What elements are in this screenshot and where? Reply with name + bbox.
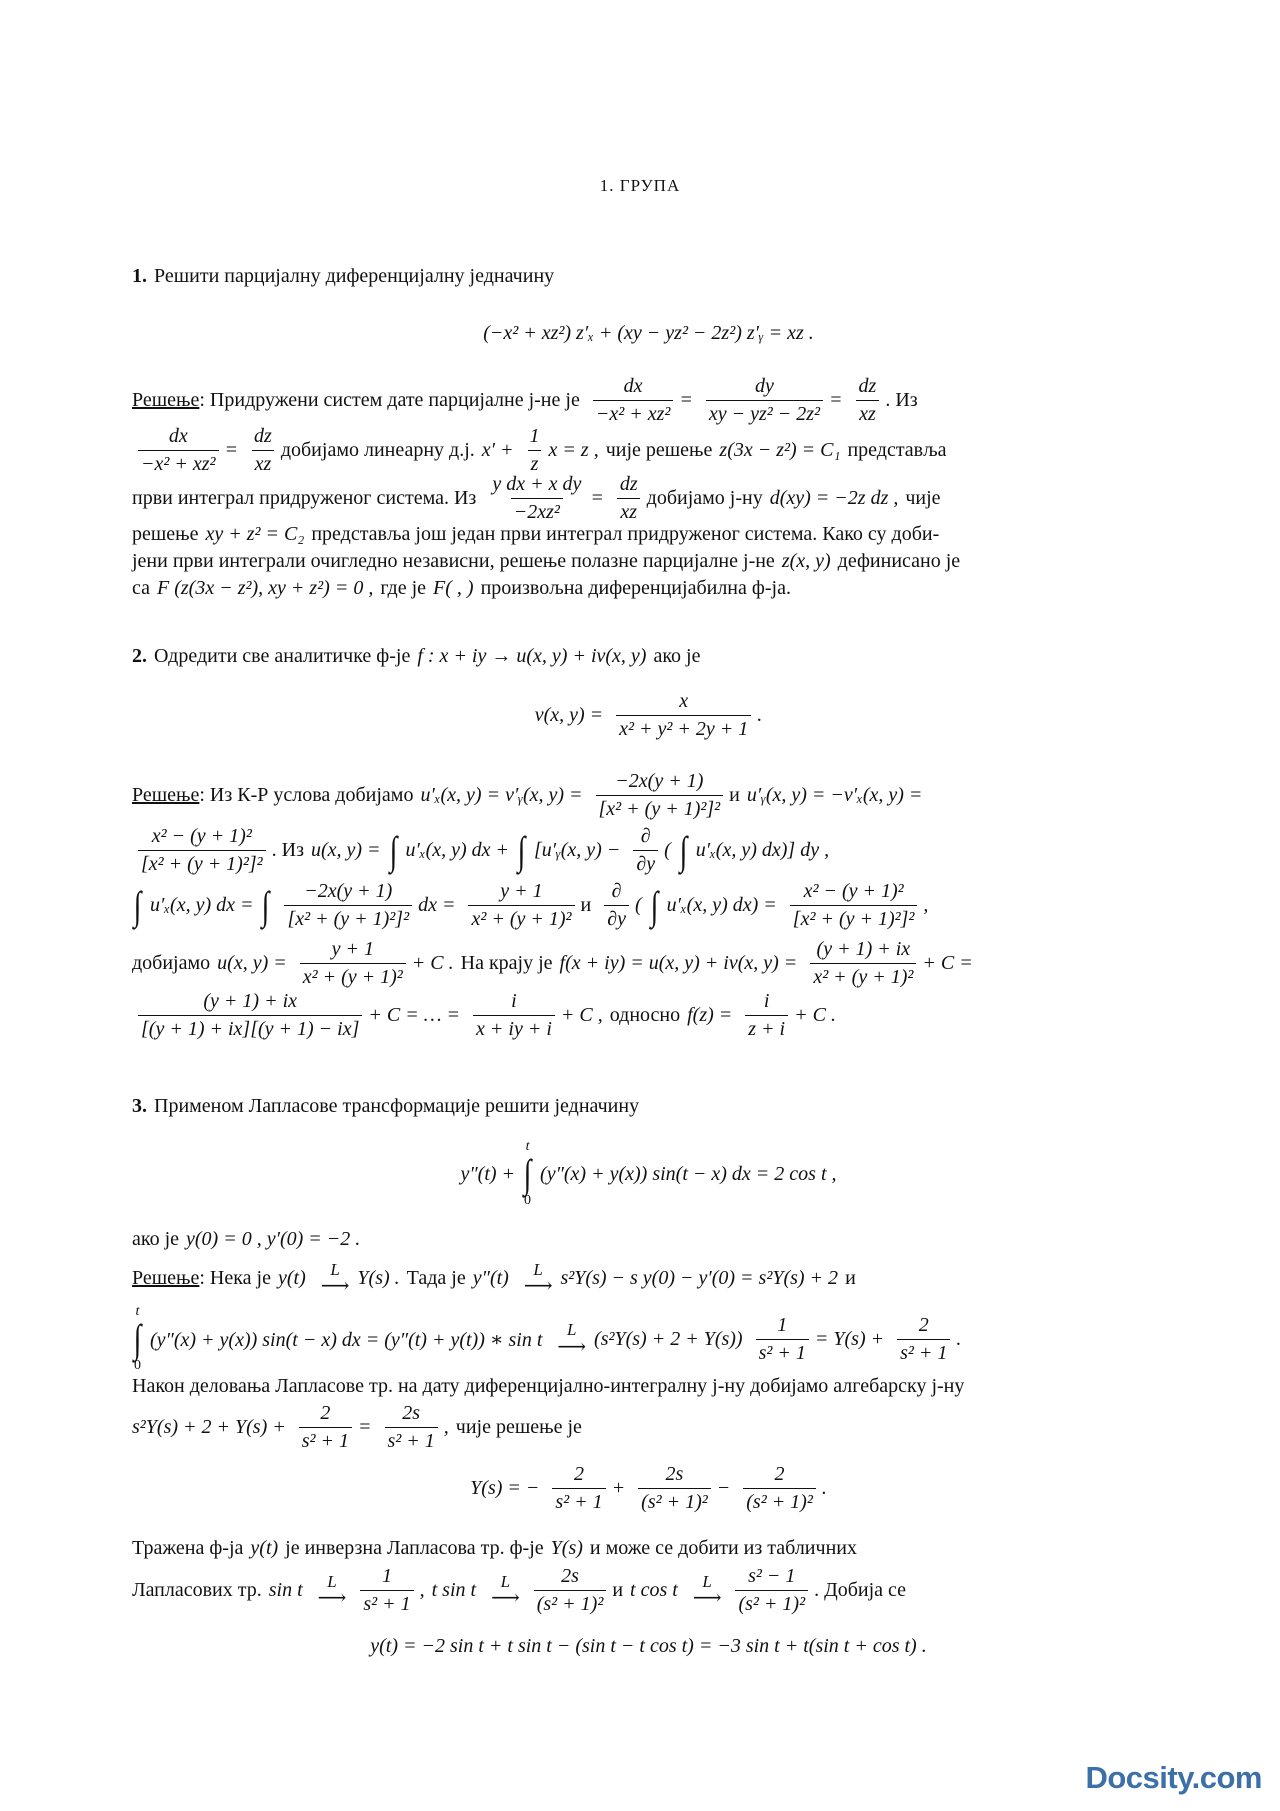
right-arrow-icon: ⟶ xyxy=(491,1587,520,1610)
fraction xyxy=(810,938,916,989)
denominator: x² + (y + 1)² xyxy=(468,905,574,931)
laplace-arrow xyxy=(320,1260,350,1298)
text-line xyxy=(132,577,1172,600)
text: односно xyxy=(609,1004,681,1026)
math-expression: . xyxy=(757,704,763,726)
numerator: dx xyxy=(623,375,643,397)
text: чије решење је xyxy=(455,1416,582,1438)
right-arrow-icon: ⟶ xyxy=(523,1275,553,1298)
solution-label: Решење xyxy=(132,389,200,411)
fraction xyxy=(360,1565,413,1616)
math-expression: sin t xyxy=(268,1579,303,1601)
text-line xyxy=(132,770,1172,821)
math-expression: F (z(3x − z²), xy + z²) = 0 , xyxy=(157,577,374,599)
solution-label: Решење xyxy=(132,784,200,806)
text-line xyxy=(132,938,1172,989)
numerator: 2s xyxy=(561,1565,579,1587)
laplace-label: L xyxy=(327,1571,337,1591)
numerator: −2x(y + 1) xyxy=(615,770,704,792)
math-expression: , xyxy=(443,1416,449,1438)
text-line xyxy=(132,1565,1172,1616)
math-expression: ( xyxy=(634,894,642,916)
fraction xyxy=(284,880,412,931)
denominator: (s² + 1)² xyxy=(534,1590,607,1616)
text-line xyxy=(132,825,1172,876)
denominator: [(y + 1) + ix][(y + 1) − ix] xyxy=(138,1015,362,1041)
denominator: xz xyxy=(856,400,879,426)
fraction xyxy=(534,1565,607,1616)
text-line xyxy=(132,990,1172,1041)
integral-sign: ∫ xyxy=(650,882,658,928)
denominator: [x² + (y + 1)²]² xyxy=(138,850,266,876)
denominator: x² + y² + 2y + 1 xyxy=(616,715,751,741)
numerator: 2 xyxy=(574,1463,585,1485)
math-expression: s²Y(s) + 2 + Y(s) + xyxy=(132,1416,286,1438)
text: и xyxy=(845,1267,856,1290)
numerator: i xyxy=(511,990,517,1012)
math-expression: F( , ) xyxy=(433,577,474,599)
right-arrow-icon: ⟶ xyxy=(317,1587,347,1610)
integral-sign: ∫ xyxy=(133,1316,142,1361)
math-expression: = xyxy=(224,439,239,461)
display-equation xyxy=(132,690,1172,741)
laplace-label: L xyxy=(702,1571,712,1591)
text: и xyxy=(729,784,740,806)
math-expression: z(3x − z²) = C₁ xyxy=(719,439,841,461)
fraction xyxy=(756,1314,809,1365)
fraction xyxy=(743,1463,816,1514)
integral-sign: ∫ xyxy=(679,827,688,873)
math-expression: , xyxy=(419,1579,425,1601)
numerator: dz xyxy=(619,473,638,495)
fraction xyxy=(735,1565,808,1616)
math-expression: Y(s) . xyxy=(357,1267,400,1290)
numerator: y + 1 xyxy=(500,880,543,902)
text: дефинисано је xyxy=(837,550,961,572)
numerator: y dx + x dy xyxy=(492,473,582,495)
math-expression: − xyxy=(716,1477,731,1499)
integral-sign: ∫ xyxy=(523,1151,532,1196)
denominator: s² + 1 xyxy=(756,1339,809,1365)
numerator: 1 xyxy=(381,1565,392,1587)
numerator: (y + 1) + ix xyxy=(203,990,297,1012)
fraction xyxy=(593,375,674,426)
denominator: −x² + xz² xyxy=(593,400,674,426)
denominator: [x² + (y + 1)²]² xyxy=(596,795,724,821)
math-expression: y(t) xyxy=(277,1267,306,1290)
lower-limit: 0 xyxy=(133,1358,141,1373)
problem-number: 3. xyxy=(132,1095,147,1117)
numerator: y + 1 xyxy=(331,938,374,960)
text: : Придружени систем дате парцијалне ј-не је xyxy=(199,389,580,411)
math-expression: y″(t) + xyxy=(460,1162,516,1185)
math-expression: u′ₓ(x, y) = v′ᵧ(x, y) = xyxy=(420,784,583,806)
text: решење xyxy=(132,523,199,545)
text-line xyxy=(132,473,1172,524)
problem-number: 1. xyxy=(132,265,147,287)
text: Применом Лапласове трансформације решити једначину xyxy=(154,1095,640,1117)
math-expression: y(0) = 0 , y′(0) = −2 . xyxy=(186,1228,361,1250)
laplace-arrow xyxy=(557,1320,587,1358)
math-expression: t cos t xyxy=(630,1579,678,1601)
math-expression: , xyxy=(923,894,929,916)
denominator: (s² + 1)² xyxy=(743,1488,816,1514)
fraction xyxy=(473,990,555,1041)
text: и xyxy=(580,894,592,916)
integral-sign: ∫ xyxy=(133,882,142,928)
laplace-arrow xyxy=(317,1571,347,1610)
text: јени први интеграли очигледно независни, решење полазне парцијалне ј-не xyxy=(132,550,775,572)
numerator: i xyxy=(763,990,770,1012)
math-expression: u′ₓ(x, y) dx = xyxy=(149,894,254,916)
text: Тражена ф-ја xyxy=(132,1537,244,1559)
math-expression: = xyxy=(829,389,843,411)
fraction xyxy=(745,990,788,1041)
text-line xyxy=(132,375,1172,426)
math-expression: (y″(x) + y(x)) sin(t − x) dx = (y″(t) + y(t)) ∗ sin t xyxy=(149,1328,543,1351)
denominator: s² + 1 xyxy=(299,1427,352,1453)
math-expression: f : x + iy → u(x, y) + iv(x, y) xyxy=(417,645,647,667)
math-expression: + xyxy=(611,1477,626,1499)
math-expression: u′ₓ(x, y) dx + xyxy=(405,839,510,861)
fraction xyxy=(552,1463,605,1514)
math-expression: u(x, y) = xyxy=(217,952,287,974)
fraction xyxy=(617,473,641,524)
math-expression: (s²Y(s) + 2 + Y(s)) xyxy=(594,1327,743,1350)
math-expression: xy + z² = C₂ xyxy=(205,523,305,545)
fraction xyxy=(385,1402,438,1453)
text: и може се добити из табличних xyxy=(589,1537,857,1559)
text: чије xyxy=(905,487,941,509)
math-expression: x′ + xyxy=(481,439,514,461)
text: Након деловања Лапласове тр. на дату диференцијално-интегралну ј-ну добијамо алгебарску ј-ну xyxy=(132,1375,965,1397)
denominator: (s² + 1)² xyxy=(638,1488,711,1514)
text: добијамо xyxy=(132,952,211,974)
text-line xyxy=(132,523,1172,546)
math-expression: v(x, y) = xyxy=(534,704,604,726)
upper-limit: t xyxy=(135,1304,140,1319)
fraction xyxy=(706,375,823,426)
text-line xyxy=(132,1260,1172,1298)
numerator: 2 xyxy=(918,1313,929,1336)
fraction xyxy=(299,1402,352,1453)
text: Одредити све аналитичке ф-је xyxy=(154,645,411,667)
text: . Добија се xyxy=(814,1579,907,1601)
fraction xyxy=(527,425,543,476)
math-expression: y″(t) xyxy=(472,1267,509,1290)
text-line xyxy=(132,1402,1172,1453)
denominator: z xyxy=(528,450,542,476)
text: : Нека је xyxy=(199,1267,271,1290)
denominator: z + i xyxy=(745,1015,788,1041)
math-expression: u′ₓ(x, y) dx) = xyxy=(666,894,777,916)
math-expression: z(x, y) xyxy=(781,550,831,572)
denominator: xy − yz² − 2z² xyxy=(706,400,823,426)
numerator: 2s xyxy=(402,1402,421,1424)
numerator: ∂ xyxy=(640,825,651,847)
text: је инверзна Лапласова тр. ф-је xyxy=(285,1537,544,1559)
problem-number: 2. xyxy=(132,645,147,667)
fraction xyxy=(616,690,751,741)
math-expression: (−x² + xz²) z′ₓ + (xy − yz² − 2z²) z′ᵧ = xz . xyxy=(483,322,814,344)
display-equation xyxy=(132,1463,1172,1514)
denominator: [x² + (y + 1)²]² xyxy=(790,905,918,931)
fraction xyxy=(489,473,584,524)
text-line xyxy=(132,425,1172,476)
upper-limit: t xyxy=(525,1139,530,1154)
display-equation xyxy=(132,322,1172,345)
fraction xyxy=(633,825,658,876)
math-expression: u′ₓ(x, y) dx)] dy , xyxy=(695,839,830,861)
fraction xyxy=(251,425,275,476)
text: Тада је xyxy=(406,1267,466,1290)
denominator: x + iy + i xyxy=(473,1015,555,1041)
display-equation xyxy=(132,1140,1172,1208)
denominator: −2xz² xyxy=(511,498,563,524)
numerator: 2 xyxy=(774,1463,785,1485)
denominator: s² + 1 xyxy=(360,1590,413,1616)
text: чије решење xyxy=(605,439,713,461)
docsity-watermark[interactable]: Docsity.com xyxy=(1085,1760,1262,1795)
text-line xyxy=(132,880,1172,931)
text: и xyxy=(612,1579,624,1601)
math-expression: [u′ᵧ(x, y) − xyxy=(534,839,621,861)
integral-sign: ∫ xyxy=(389,827,397,873)
text: добијамо ј-ну xyxy=(646,487,763,509)
text-line xyxy=(132,265,1172,288)
math-expression: + C . xyxy=(794,1004,836,1026)
denominator: −x² + xz² xyxy=(138,450,219,476)
numerator: dz xyxy=(254,425,272,447)
math-expression: = xyxy=(679,389,693,411)
math-expression: u(x, y) = xyxy=(310,839,381,861)
math-expression: y(t) xyxy=(250,1537,279,1559)
solution-label: Решење xyxy=(132,1267,200,1290)
laplace-arrow xyxy=(491,1571,520,1610)
math-expression: + C , xyxy=(560,1004,603,1026)
numerator: s² − 1 xyxy=(748,1565,796,1587)
text-line xyxy=(132,645,1172,668)
denominator: s² + 1 xyxy=(552,1488,605,1514)
laplace-label: L xyxy=(566,1320,577,1340)
text: Решити парцијалну диференцијалну једначину xyxy=(154,265,555,287)
laplace-label: L xyxy=(330,1260,340,1279)
fraction xyxy=(138,990,362,1041)
denominator: xz xyxy=(252,450,275,476)
definite-integral xyxy=(132,1305,143,1373)
math-expression: + C = … = xyxy=(368,1004,461,1026)
denominator: ∂y xyxy=(604,905,629,931)
text: представља још један први интеграл придруженог система. Како су доби- xyxy=(311,523,940,545)
numerator: x xyxy=(679,690,689,712)
math-expression: Y(s) xyxy=(550,1537,583,1559)
fraction xyxy=(897,1314,950,1365)
fraction xyxy=(790,880,918,931)
text: произвољна диференцијабилна ф-ја. xyxy=(480,577,791,599)
math-expression: s²Y(s) − s y(0) − y′(0) = s²Y(s) + 2 xyxy=(560,1267,839,1290)
laplace-arrow xyxy=(692,1571,722,1610)
numerator: −2x(y + 1) xyxy=(304,880,393,902)
math-expression: = xyxy=(358,1416,372,1438)
display-equation xyxy=(132,1635,1172,1658)
denominator: [x² + (y + 1)²]² xyxy=(284,905,412,931)
definite-integral xyxy=(522,1140,533,1208)
text-line xyxy=(132,1305,1172,1373)
text-line xyxy=(132,1095,1172,1118)
text: ако је xyxy=(132,1228,180,1250)
math-expression: dx = xyxy=(418,894,456,916)
fraction xyxy=(468,880,574,931)
text: Лапласових тр. xyxy=(132,1579,262,1601)
numerator: dy xyxy=(755,375,774,397)
numerator: x² − (y + 1)² xyxy=(803,880,904,902)
fraction xyxy=(300,938,406,989)
fraction xyxy=(138,425,219,476)
text-line xyxy=(132,550,1172,573)
math-expression: = xyxy=(590,487,604,509)
math-expression: ( xyxy=(664,839,671,861)
numerator: 2 xyxy=(320,1402,331,1424)
text-line xyxy=(132,1537,1172,1560)
numerator: x² − (y + 1)² xyxy=(151,825,252,847)
text: ако је xyxy=(653,645,701,667)
right-arrow-icon: ⟶ xyxy=(692,1587,722,1610)
lower-limit: 0 xyxy=(524,1193,532,1208)
denominator: s² + 1 xyxy=(897,1339,950,1365)
text: са xyxy=(132,577,150,599)
numerator: (y + 1) + ix xyxy=(816,938,911,960)
fraction xyxy=(638,1463,711,1514)
fraction xyxy=(596,770,724,821)
text-line xyxy=(132,1228,1172,1251)
math-expression: = Y(s) + xyxy=(814,1327,885,1350)
numerator: dx xyxy=(168,425,188,447)
math-expression: + C . xyxy=(411,952,454,974)
denominator: ∂y xyxy=(633,850,658,876)
right-arrow-icon: ⟶ xyxy=(320,1275,350,1298)
integral-sign: ∫ xyxy=(517,827,526,873)
numerator: ∂ xyxy=(611,880,622,902)
fraction xyxy=(604,880,629,931)
text: представља xyxy=(847,439,947,461)
text: : Из К-Р услова добијамо xyxy=(199,784,414,806)
numerator: dz xyxy=(858,375,877,397)
math-expression: f(z) = xyxy=(687,1004,733,1026)
math-expression: x = z , xyxy=(548,439,599,461)
math-expression: . xyxy=(956,1327,962,1350)
text-line xyxy=(132,1375,1172,1398)
numerator: 1 xyxy=(529,425,540,447)
math-expression: t sin t xyxy=(431,1579,477,1601)
math-expression: Y(s) = − xyxy=(470,1477,540,1499)
math-expression: + C = xyxy=(922,952,973,974)
laplace-label: L xyxy=(533,1260,543,1279)
text: На крају је xyxy=(460,952,553,974)
text: добијамо линеарну д.ј. xyxy=(280,439,475,461)
denominator: x² + (y + 1)² xyxy=(810,963,916,989)
math-expression: . xyxy=(821,1477,827,1499)
math-expression: (y″(x) + y(x)) sin(t − x) dx = 2 cos t , xyxy=(540,1162,837,1185)
laplace-arrow xyxy=(523,1260,553,1298)
fraction xyxy=(856,375,880,426)
math-expression: y(t) = −2 sin t + t sin t − (sin t − t cos t) = −3 sin t + t(sin t + cos t) . xyxy=(370,1635,927,1657)
math-expression: u′ᵧ(x, y) = −v′ₓ(x, y) = xyxy=(746,784,923,806)
text: . Из xyxy=(885,389,918,411)
denominator: s² + 1 xyxy=(385,1427,438,1453)
numerator: 1 xyxy=(777,1313,788,1336)
denominator: xz xyxy=(617,498,640,524)
fraction xyxy=(138,825,266,876)
integral-sign: ∫ xyxy=(262,882,270,928)
math-expression: f(x + iy) = u(x, y) + iv(x, y) = xyxy=(559,952,798,974)
numerator: 2s xyxy=(665,1463,684,1485)
denominator: (s² + 1)² xyxy=(735,1590,808,1616)
math-expression: d(xy) = −2z dz , xyxy=(769,487,899,509)
text: где је xyxy=(380,577,427,599)
text: . Из xyxy=(271,839,304,861)
denominator: x² + (y + 1)² xyxy=(300,963,406,989)
right-arrow-icon: ⟶ xyxy=(557,1335,587,1358)
text: први интеграл придруженог система. Из xyxy=(132,487,477,509)
page-title: 1. ГРУПА xyxy=(599,176,681,195)
laplace-label: L xyxy=(500,1571,511,1591)
